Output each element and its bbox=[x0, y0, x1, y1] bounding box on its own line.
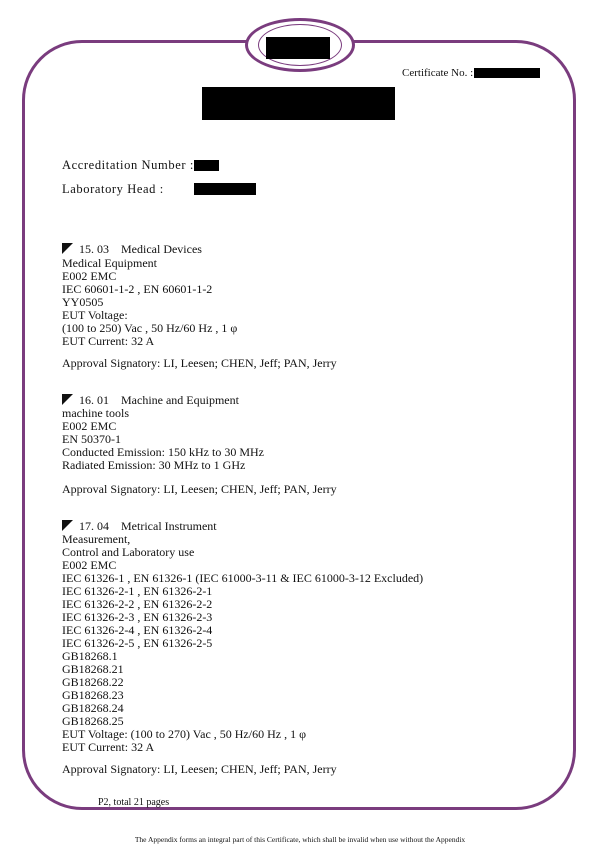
section-line: EN 50370-1 bbox=[62, 432, 121, 446]
section-line: machine tools bbox=[62, 406, 129, 420]
approval-signatory: Approval Signatory: LI, Leesen; CHEN, Jeff; PAN, Jerry bbox=[62, 482, 337, 496]
section-line: Measurement, bbox=[62, 532, 131, 546]
section-line: GB18268.25 bbox=[62, 714, 124, 728]
approval-signatory: Approval Signatory: LI, Leesen; CHEN, Jeff; PAN, Jerry bbox=[62, 762, 337, 776]
section-code: 15. 03 bbox=[79, 242, 109, 256]
approval-signatory: Approval Signatory: LI, Leesen; CHEN, Jeff; PAN, Jerry bbox=[62, 356, 337, 370]
section-line: GB18268.23 bbox=[62, 688, 124, 702]
section-code: 16. 01 bbox=[79, 393, 109, 407]
section-line: IEC 61326-2-1 , EN 61326-2-1 bbox=[62, 584, 213, 598]
footer-note: The Appendix forms an integral part of this Certificate, which shall be invalid when use without the Appendix bbox=[134, 835, 466, 844]
redacted-certificate-number bbox=[474, 68, 540, 78]
section-line: EUT Voltage: bbox=[62, 308, 128, 322]
section-line: GB18268.21 bbox=[62, 662, 124, 676]
section-line: IEC 61326-1 , EN 61326-1 (IEC 61000-3-11 & IEC 61000-3-12 Excluded) bbox=[62, 571, 424, 585]
page-number: P2, total 21 pages bbox=[98, 797, 170, 808]
section-line: E002 EMC bbox=[62, 419, 117, 433]
certificate-number-label: Certificate No. : bbox=[402, 67, 474, 79]
accreditation-number-label: Accreditation Number : bbox=[62, 158, 194, 172]
section-header bbox=[62, 243, 202, 256]
section-line: GB18268.1 bbox=[62, 649, 118, 663]
section-line: YY0505 bbox=[62, 295, 104, 309]
triangle-marker-icon bbox=[62, 243, 73, 254]
triangle-marker-icon bbox=[62, 520, 73, 531]
laboratory-head-label: Laboratory Head : bbox=[62, 182, 164, 196]
redacted-logo bbox=[266, 37, 330, 59]
section-line: IEC 61326-2-5 , EN 61326-2-5 bbox=[62, 636, 213, 650]
section-line: IEC 60601-1-2 , EN 60601-1-2 bbox=[62, 282, 213, 296]
section-line: GB18268.22 bbox=[62, 675, 124, 689]
section-line: IEC 61326-2-2 , EN 61326-2-2 bbox=[62, 597, 213, 611]
section-line: EUT Voltage: (100 to 270) Vac , 50 Hz/60 Hz , 1 φ bbox=[62, 727, 307, 741]
section-code: 17. 04 bbox=[79, 519, 109, 533]
section-line: IEC 61326-2-3 , EN 61326-2-3 bbox=[62, 610, 213, 624]
redacted-accreditation-number bbox=[194, 160, 219, 171]
section-title: Metrical Instrument bbox=[121, 519, 217, 533]
section-line: GB18268.24 bbox=[62, 701, 124, 715]
section-line: Conducted Emission: 150 kHz to 30 MHz bbox=[62, 445, 264, 459]
section-line: IEC 61326-2-4 , EN 61326-2-4 bbox=[62, 623, 213, 637]
section-line: (100 to 250) Vac , 50 Hz/60 Hz , 1 φ bbox=[62, 321, 238, 335]
section-title: Medical Devices bbox=[121, 242, 202, 256]
section-line: E002 EMC bbox=[62, 558, 117, 572]
section-line: Control and Laboratory use bbox=[62, 545, 195, 559]
section-line: EUT Current: 32 A bbox=[62, 334, 155, 348]
section-line: Radiated Emission: 30 MHz to 1 GHz bbox=[62, 458, 246, 472]
section-title: Machine and Equipment bbox=[121, 393, 239, 407]
section-line: E002 EMC bbox=[62, 269, 117, 283]
section-line: EUT Current: 32 A bbox=[62, 740, 155, 754]
redacted-laboratory-head bbox=[194, 183, 256, 195]
redacted-title bbox=[202, 87, 395, 120]
section-line: Medical Equipment bbox=[62, 256, 157, 270]
triangle-marker-icon bbox=[62, 394, 73, 405]
